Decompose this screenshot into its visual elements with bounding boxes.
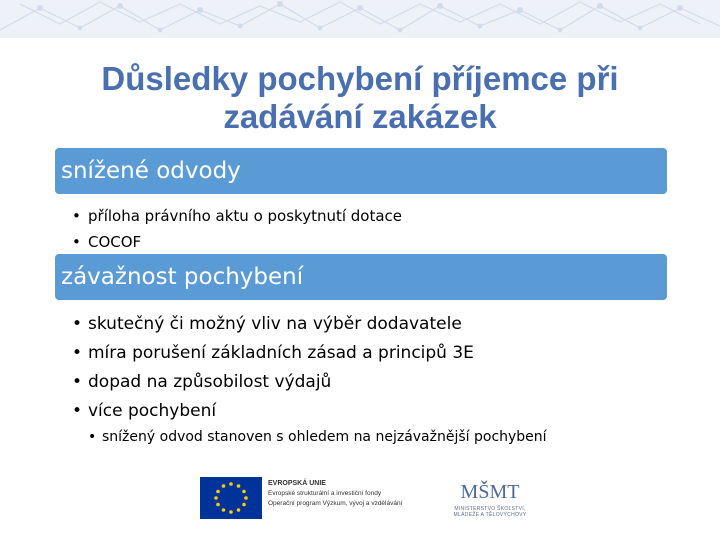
reduced-levies-list xyxy=(72,203,402,255)
msmt-logo-text: MŠMT xyxy=(460,481,520,503)
severity-list xyxy=(72,310,474,426)
eu-flag-icon xyxy=(200,477,262,519)
network-pattern-icon xyxy=(0,0,720,38)
list-item: • více pochybení xyxy=(72,397,474,426)
list-item: • skutečný či možný vliv na výběr dodavatele xyxy=(72,310,474,339)
list-item: • COCOF xyxy=(72,229,402,255)
msmt-caption xyxy=(445,506,535,518)
eu-funding-text xyxy=(268,479,438,509)
severity-sublist xyxy=(88,426,547,448)
eu-line: Operační program Výzkum, vývoj a vzdělávání xyxy=(268,500,403,507)
eu-line: EVROPSKÁ UNIE xyxy=(268,480,326,487)
list-item: • příloha právního aktu o poskytnutí dotace xyxy=(72,203,402,229)
msmt-line: MINISTERSTVO ŠKOLSTVÍ, xyxy=(454,506,526,512)
msmt-logo-icon xyxy=(455,478,525,506)
header-decoration xyxy=(0,0,720,38)
list-item: • dopad na způsobilost výdajů xyxy=(72,368,474,397)
msmt-line: MLÁDEŽE A TĚLOVÝCHOVY xyxy=(453,512,527,518)
page-title: Důsledky pochybení příjemce při zadávání zakázek xyxy=(101,60,619,135)
eu-line: Evropské strukturální a investiční fondy xyxy=(268,490,382,497)
section-heading-reduced-levies: snížené odvody xyxy=(55,148,667,194)
sub-list-item: • snížený odvod stanoven s ohledem na nejzávažnější pochybení xyxy=(88,426,547,448)
list-item: • míra porušení základních zásad a principů 3E xyxy=(72,339,474,368)
section-heading-severity: závažnost pochybení xyxy=(55,254,667,300)
